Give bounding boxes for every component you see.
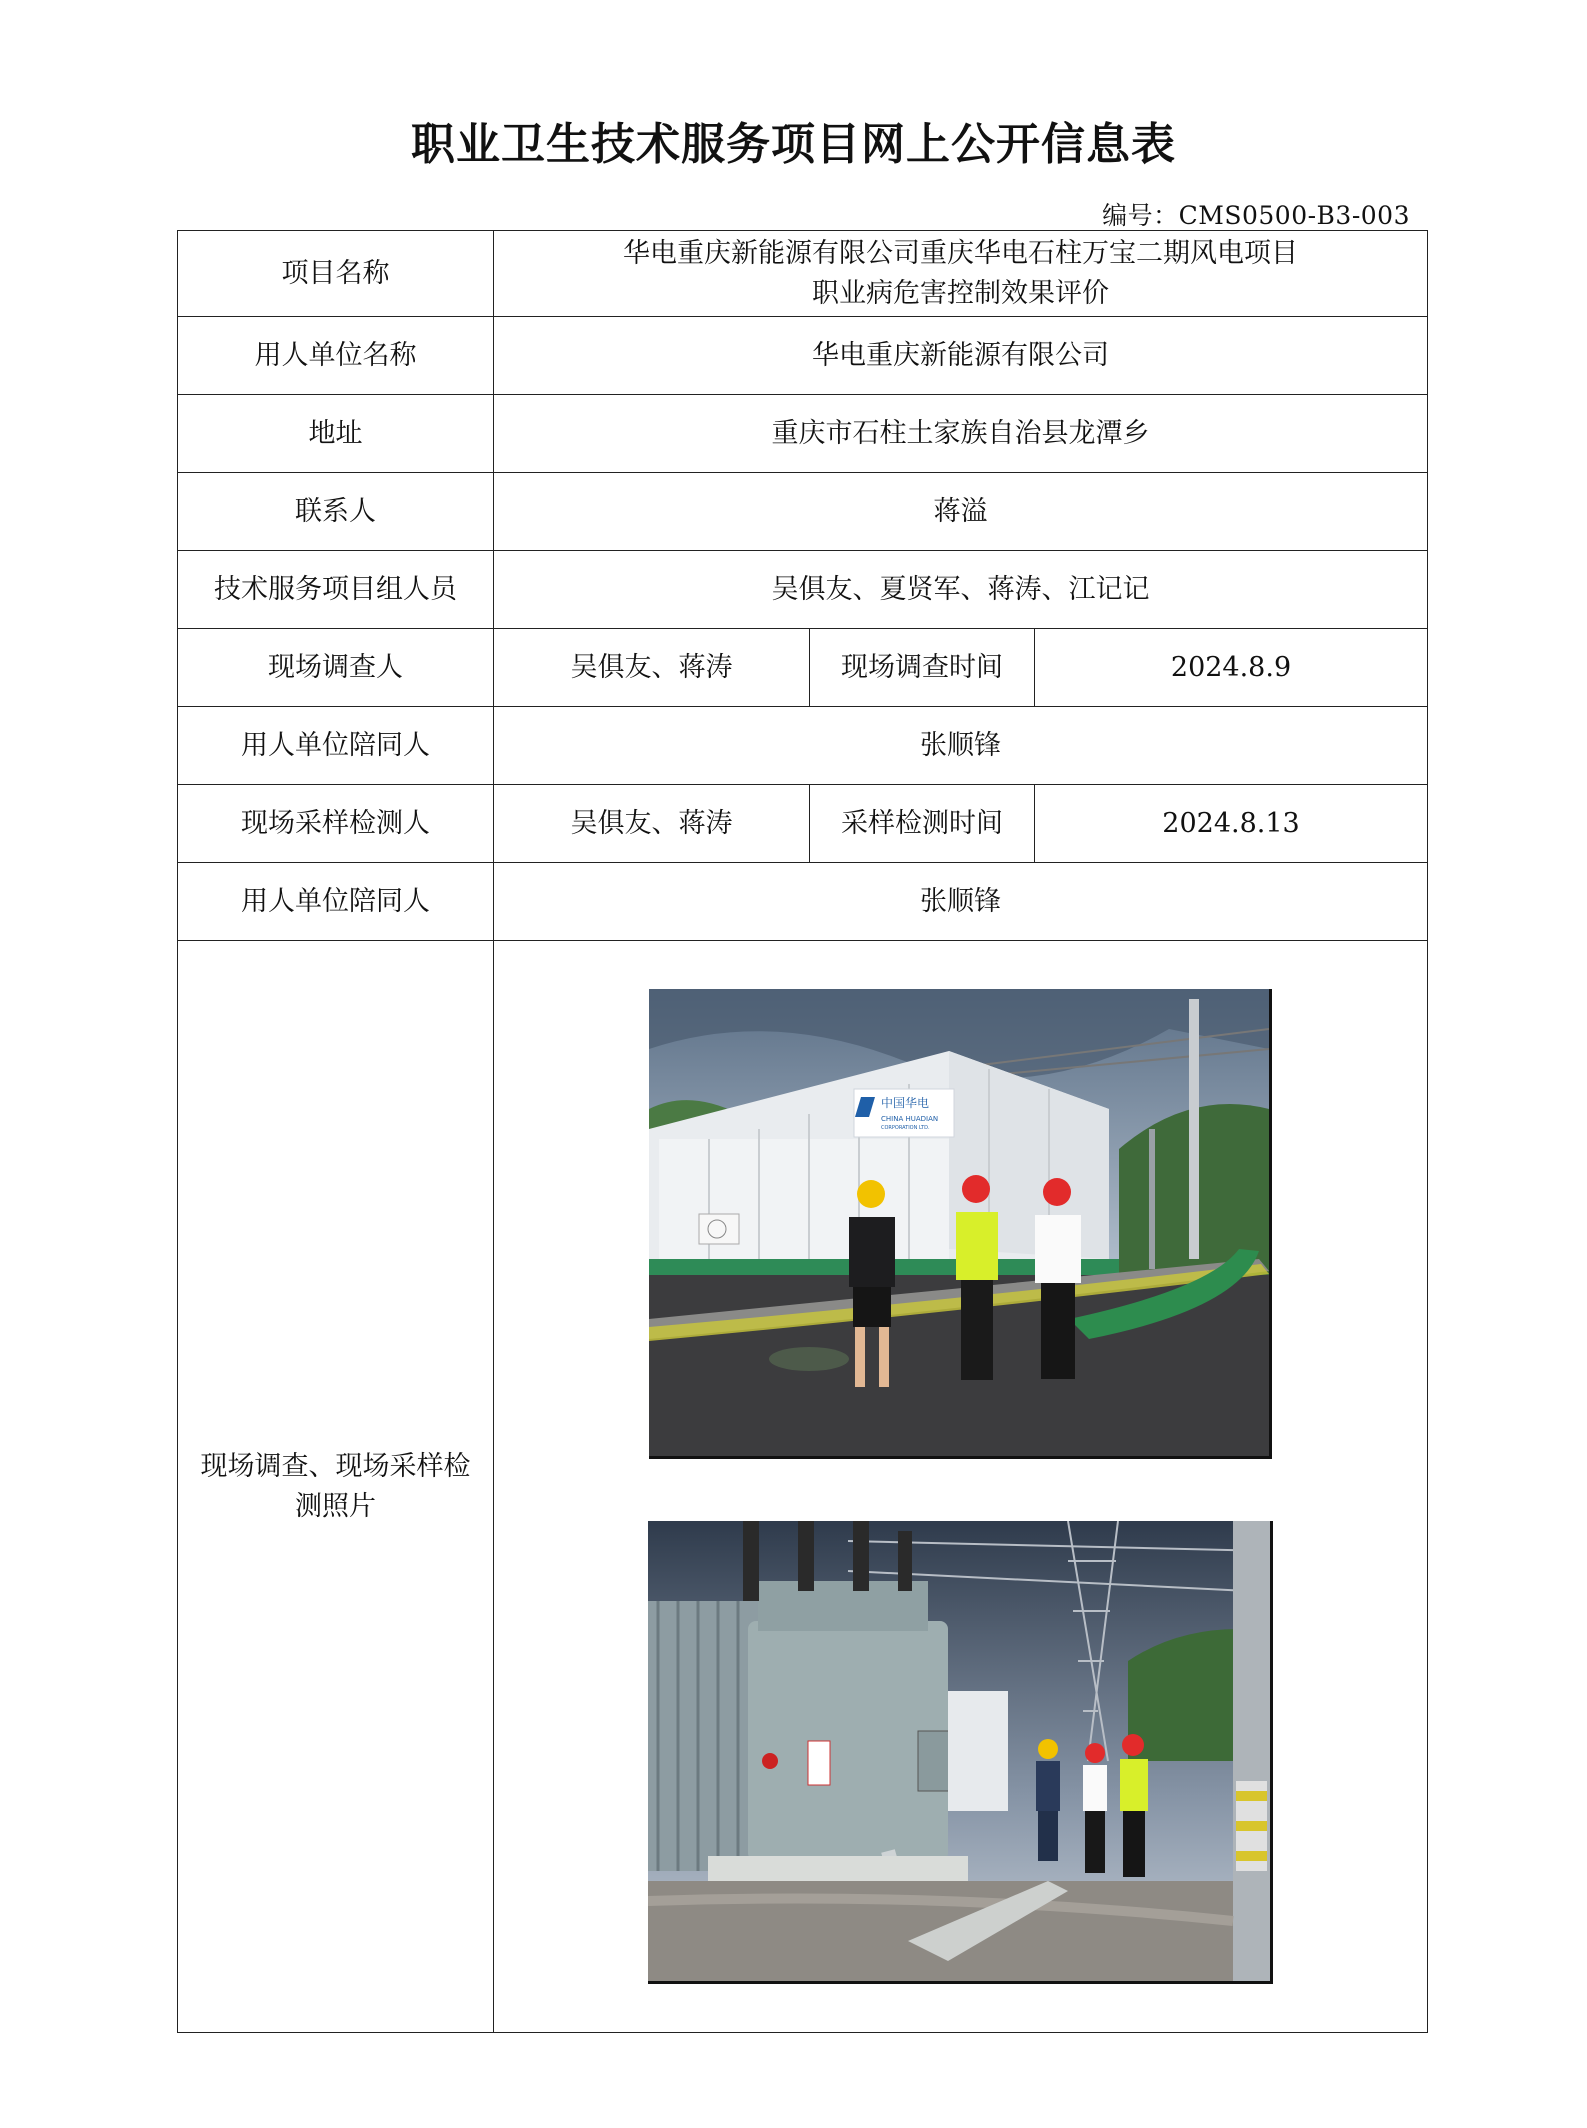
escort1-label: 用人单位陪同人 xyxy=(178,707,494,785)
site-survey-photo xyxy=(649,989,1272,1459)
row-photos xyxy=(178,941,1428,2033)
row-address xyxy=(178,395,1428,473)
project-name-value xyxy=(494,231,1428,317)
row-escort-1 xyxy=(178,707,1428,785)
team-label: 技术服务项目组人员 xyxy=(178,551,494,629)
photo-sign-chinese: 中国华电 xyxy=(881,1096,930,1110)
sampling-photo-drawing xyxy=(648,1521,1270,1981)
survey-time-value: 2024.8.9 xyxy=(1035,629,1428,707)
page-title: 职业卫生技术服务项目网上公开信息表 xyxy=(411,119,1176,170)
project-name-label: 项目名称 xyxy=(178,231,494,317)
row-escort-2 xyxy=(178,863,1428,941)
info-table xyxy=(177,230,1428,2033)
photos-label: 现场调查、现场采样检测照片 xyxy=(178,941,494,2033)
project-name-line1: 华电重庆新能源有限公司重庆华电石柱万宝二期风电项目 xyxy=(623,237,1299,269)
escort1-value: 张顺锋 xyxy=(494,707,1428,785)
row-sampling xyxy=(178,785,1428,863)
document-number-label: 编号： xyxy=(1102,201,1179,230)
row-project-name xyxy=(178,231,1428,317)
team-value: 吴俱友、夏贤军、蒋涛、江记记 xyxy=(494,551,1428,629)
escort2-label: 用人单位陪同人 xyxy=(178,863,494,941)
employer-label: 用人单位名称 xyxy=(178,317,494,395)
row-contact xyxy=(178,473,1428,551)
contact-label: 联系人 xyxy=(178,473,494,551)
row-survey xyxy=(178,629,1428,707)
employer-value: 华电重庆新能源有限公司 xyxy=(494,317,1428,395)
contact-value: 蒋溢 xyxy=(494,473,1428,551)
row-team xyxy=(178,551,1428,629)
address-label: 地址 xyxy=(178,395,494,473)
survey-person-label: 现场调查人 xyxy=(178,629,494,707)
document-number xyxy=(1102,196,1410,232)
escort2-value: 张顺锋 xyxy=(494,863,1428,941)
sampling-person-value: 吴俱友、蒋涛 xyxy=(494,785,810,863)
survey-person-value: 吴俱友、蒋涛 xyxy=(494,629,810,707)
sampling-time-label: 采样检测时间 xyxy=(810,785,1035,863)
sampling-time-value: 2024.8.13 xyxy=(1035,785,1428,863)
survey-time-label: 现场调查时间 xyxy=(810,629,1035,707)
row-employer xyxy=(178,317,1428,395)
sampling-person-label: 现场采样检测人 xyxy=(178,785,494,863)
address-value: 重庆市石柱土家族自治县龙潭乡 xyxy=(494,395,1428,473)
document-number-value: CMS0500-B3-003 xyxy=(1178,201,1410,230)
photo-sign-english-2: CORPORATION LTD. xyxy=(881,1125,930,1131)
project-name-line2: 职业病危害控制效果评价 xyxy=(812,277,1110,309)
site-survey-photo-drawing xyxy=(649,989,1269,1456)
photos-cell xyxy=(494,941,1428,2033)
sampling-photo xyxy=(648,1521,1273,1984)
photo-sign-english: CHINA HUADIAN xyxy=(881,1115,939,1123)
